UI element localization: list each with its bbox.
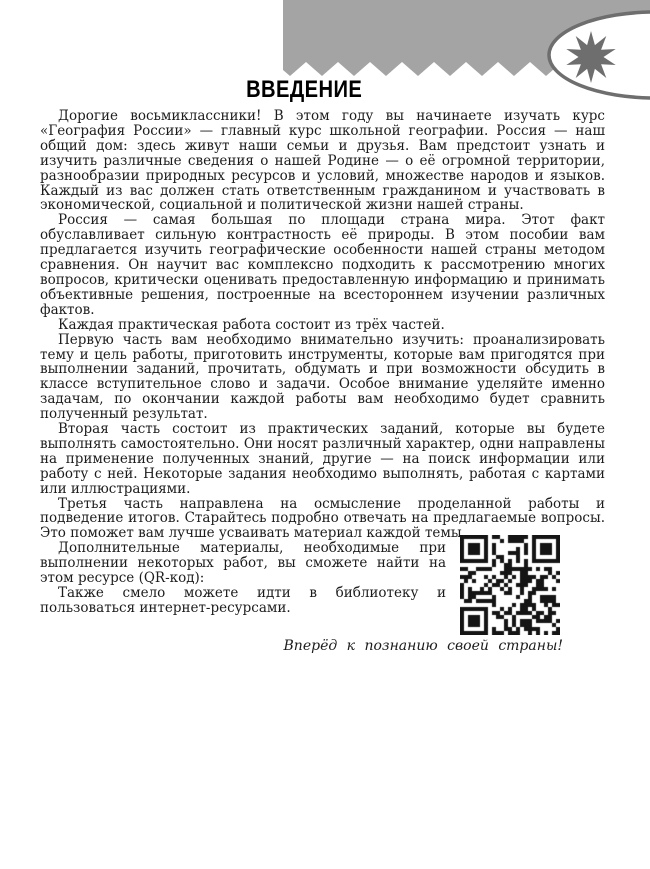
body-text	[40, 109, 605, 654]
qr-code	[460, 535, 560, 635]
paragraph: Также смело можете идти в библиотеку и пользоваться интернет-ресурсами.	[40, 585, 446, 616]
paragraph: Дорогие восьмиклассники! В этом году вы начинаете изучать курс «География России» — главный курс школьной географии. Россия — наш общий дом: здесь живут наши семьи и друзья. Вам предстоит узнать и изучить различные сведения о нашей Родине — о её огромной территории, разнообразии природных ресурсов и условий, множестве народов и языков. Каждый из вас должен стать ответственным гражданином и участвовать в экономической, социальной и политической жизни нашей страны.	[40, 108, 605, 214]
paragraph: Дополнительные материалы, необходимые при выполнении некоторых работ, вы сможете найти на этом ресурсе (QR-код):	[40, 540, 446, 587]
paragraph: Первую часть вам необходимо внимательно изучить: проанализировать тему и цель работы, приготовить инструменты, которые вам пригодятся при выполнении заданий, прочитать, обдумать и при возможности обсудить в классе вступительное слово и задачи. Особое внимание уделяйте именно задачам, по окончании каждой работы вам необходимо будет сравнить полученный результат.	[40, 331, 605, 423]
closing-line: Вперёд к познанию своей страны!	[283, 638, 563, 655]
page-title-text: ВВЕДЕНИЕ	[245, 76, 363, 103]
paragraph: Вторая часть состоит из практических заданий, которые вы будете выполнять самостоятельно. Они носят различный характер, одни направлены на применение полученных знаний, другие — на поиск информации или работу с ней. Некоторые задания необходимо выполнять, работая с картами или иллюстрациями.	[40, 421, 605, 497]
paragraph: Каждая практическая работа состоит из трёх частей.	[58, 316, 445, 333]
paragraph: Третья часть направлена на осмысление проделанной работы и подведение итогов. Старайтесь подробно отвечать на предлагаемые вопросы. Это поможет вам лучше усваивать материал каждой темы.	[40, 495, 605, 542]
paragraph: Россия — самая большая по площади страна мира. Этот факт обуславливает сильную контрастность её природы. В этом пособии вам предлагается изучить географические особенности нашей страны методом сравнения. Он научит вас комплексно подходить к рассмотрению многих вопросов, критически оценивать предоставленную информацию и принимать объективные решения, построенные на всестороннем изучении различных фактов.	[40, 212, 605, 318]
qr-section	[40, 541, 605, 616]
page-title	[0, 78, 608, 102]
